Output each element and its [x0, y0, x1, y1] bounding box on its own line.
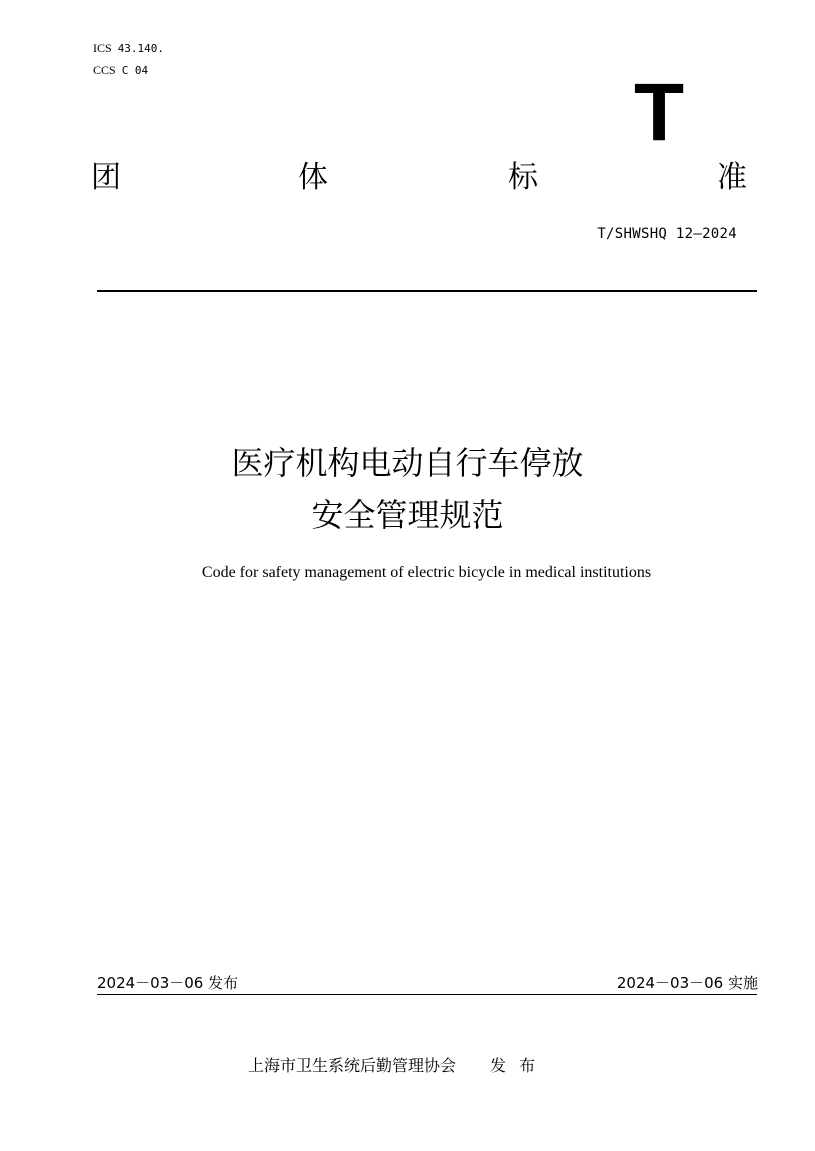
implementation-date: 2024－03－06 实施	[616, 974, 758, 992]
publisher-suffix: 发 布	[490, 1056, 536, 1075]
ccs-value: C 04	[121, 64, 149, 77]
publisher-name: 上海市卫生系统后勤管理协会	[248, 1056, 457, 1075]
ccs-code	[93, 63, 148, 78]
document-title-line-1: 医疗机构电动自行车停放	[231, 444, 584, 482]
standard-type-char: 体	[298, 160, 328, 195]
issue-date: 2024－03－06 发布	[97, 974, 239, 992]
standard-number: T/SHWSHQ 12—2024	[597, 226, 737, 242]
ics-label: ICS	[93, 41, 112, 55]
standard-type-char: 团	[91, 160, 121, 195]
standard-logo-letter: T	[634, 67, 685, 158]
footer-divider	[97, 994, 757, 995]
ics-value: 43.140.	[117, 42, 165, 55]
document-title-line-2: 安全管理规范	[311, 496, 504, 534]
ccs-label: CCS	[93, 63, 116, 77]
header-divider	[97, 290, 757, 292]
english-title: Code for safety management of electric bicycle in medical institutions	[201, 564, 652, 581]
standard-type-char: 标	[508, 160, 538, 195]
standard-type-char: 准	[717, 160, 747, 195]
publisher-line	[248, 1053, 535, 1076]
ics-code	[93, 41, 164, 56]
